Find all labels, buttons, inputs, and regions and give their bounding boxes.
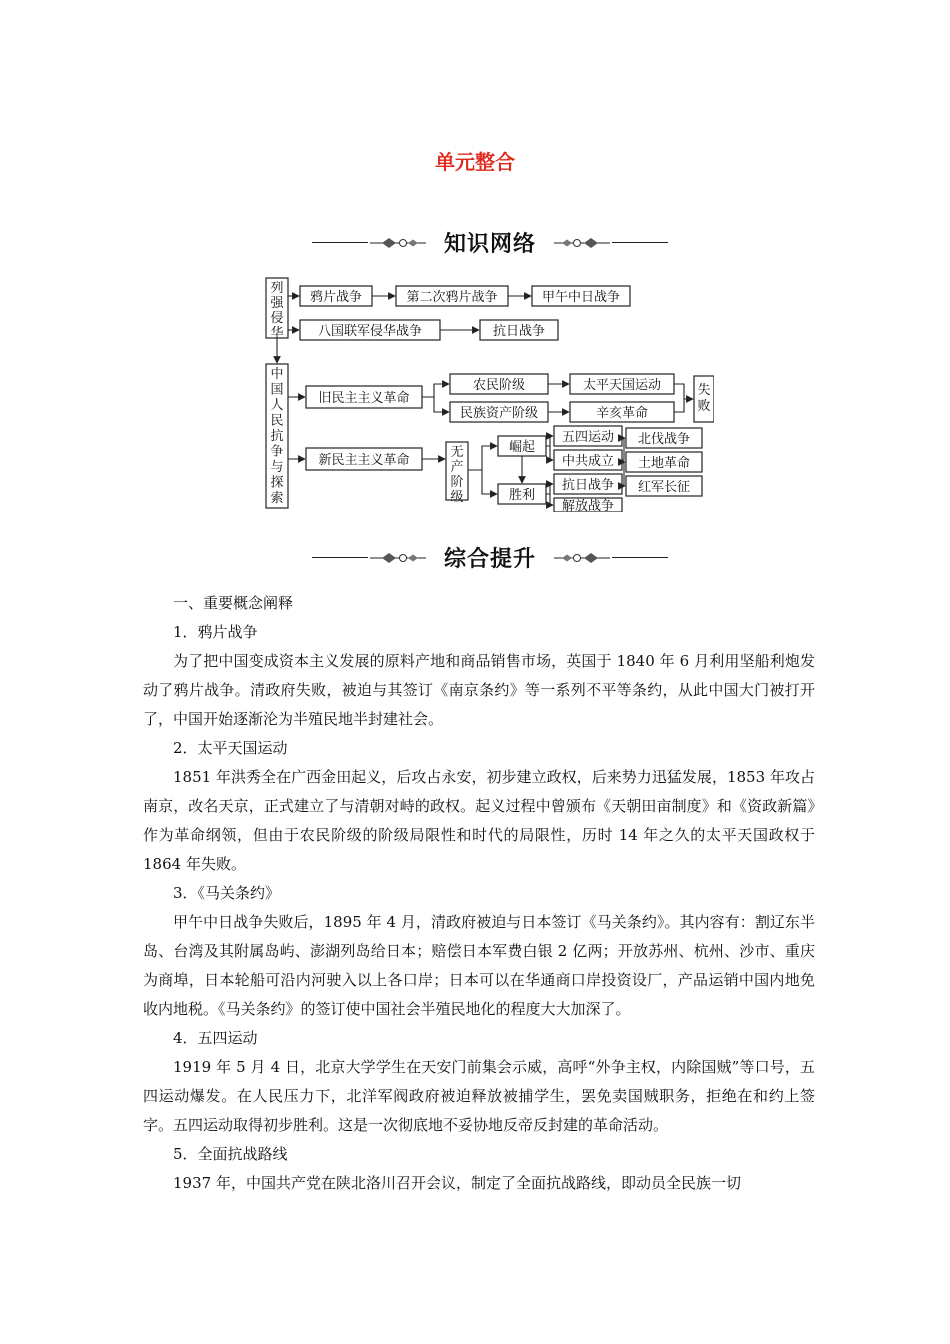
diamond-ornament-icon [370, 550, 426, 566]
banner-line [612, 557, 668, 558]
node-victory: 胜利 [508, 488, 536, 503]
node-xinhai: 辛亥革命 [595, 406, 649, 421]
item-paragraph: 甲午中日战争失败后，1895 年 4 月，清政府被迫与日本签订《马关条约》。其内容有：割辽东半岛、台湾及其附属岛屿、澎湖列岛给日本；赔偿日本军费白银 2 亿两；开放苏州、杭州、沙市、重庆为商埠，日本轮船可沿内河驶入以上各口岸；日本可以在华通商口岸投资设厂，产品运销中国内地免收内地税。《马关条约》的签订使中国社会半殖民地化的程度大大加深了。 [143, 913, 815, 1018]
banner-line [312, 557, 368, 558]
document-body [143, 589, 815, 1198]
node-anti-japan: 抗日战争 [561, 478, 615, 493]
item-heading: 1．鸦片战争 [173, 623, 258, 641]
item-paragraph: 1937 年，中国共产党在陕北洛川召开会议，制定了全面抗战路线，即动员全民族一切 [173, 1174, 741, 1192]
diagram-label-proletariat: 无产阶级 [450, 445, 464, 505]
banner-label: 知识网络 [443, 232, 536, 257]
node-liberation: 解放战争 [561, 499, 615, 512]
knowledge-network-diagram [262, 274, 714, 512]
node-peasant: 农民阶级 [472, 378, 526, 393]
page-title: 单元整合 [435, 150, 515, 174]
banner-label: 综合提升 [443, 547, 536, 572]
node-may4: 五四运动 [561, 430, 615, 445]
item-paragraph: 1851 年洪秀全在广西金田起义，后攻占永安，初步建立政权，后来势力迅猛发展，1853 年攻占南京，改名天京，正式建立了与清朝对峙的政权。起义过程中曾颁布《天朝田亩制度》和《资政新篇》作为革命纲领，但由于农民阶级的阶级局限性和时代的局限性，历时 14 年之久的太平天国政权于 1864 年失败。 [143, 768, 815, 873]
diamond-ornament-icon [370, 235, 426, 251]
item-paragraph: 为了把中国变成资本主义发展的原料产地和商品销售市场，英国于 1840 年 6 月利用坚船利炮发动了鸦片战争。清政府失败，被迫与其签订《南京条约》等一系列不平等条约，从此中国大门被打开了，中国开始逐渐沦为半殖民地半封建社会。 [143, 652, 815, 728]
diagram-label-failure: 失败 [697, 383, 711, 414]
node-sino-japanese-war: 甲午中日战争 [541, 290, 621, 305]
node-new-revolution: 新民主主义革命 [318, 453, 410, 468]
comprehensive-improve-banner [312, 541, 668, 575]
node-cpc: 中共成立 [561, 454, 615, 469]
node-rise: 崛起 [508, 440, 536, 455]
diagram-label-struggle: 中国人民抗争与探索 [270, 367, 284, 506]
node-anti-japan-war: 抗日战争 [492, 324, 546, 339]
node-old-revolution: 旧民主主义革命 [318, 391, 410, 406]
diamond-ornament-icon [554, 235, 610, 251]
item-paragraph: 1919 年 5 月 4 日，北京大学学生在天安门前集会示威，高呼“外争主权，内除国贼”等口号，五四运动爆发。在人民压力下，北洋军阀政府被迫释放被捕学生，罢免卖国贼职务，拒绝在和约上签字。五四运动取得初步胜利。这是一次彻底地不妥协地反帝反封建的革命活动。 [143, 1058, 815, 1134]
item-heading: 3．《马关条约》 [173, 884, 281, 902]
knowledge-network-banner [312, 226, 668, 260]
node-bourgeois: 民族资产阶级 [459, 406, 539, 421]
node-second-opium-war: 第二次鸦片战争 [406, 290, 498, 305]
diagram-label-aggression: 列强侵华 [270, 281, 284, 341]
node-long-march: 红军长征 [637, 480, 691, 495]
node-land: 土地革命 [637, 456, 691, 471]
item-heading: 2．太平天国运动 [173, 739, 288, 757]
node-taiping: 太平天国运动 [582, 378, 662, 393]
banner-line [612, 242, 668, 243]
node-opium-war: 鸦片战争 [309, 290, 363, 305]
section-heading: 一、重要概念阐释 [173, 594, 294, 612]
node-eight-nation: 八国联军侵华战争 [317, 324, 423, 339]
node-northern: 北伐战争 [637, 432, 691, 447]
diamond-ornament-icon [554, 550, 610, 566]
banner-line [312, 242, 368, 243]
item-heading: 5．全面抗战路线 [173, 1145, 288, 1163]
item-heading: 4．五四运动 [173, 1029, 258, 1047]
